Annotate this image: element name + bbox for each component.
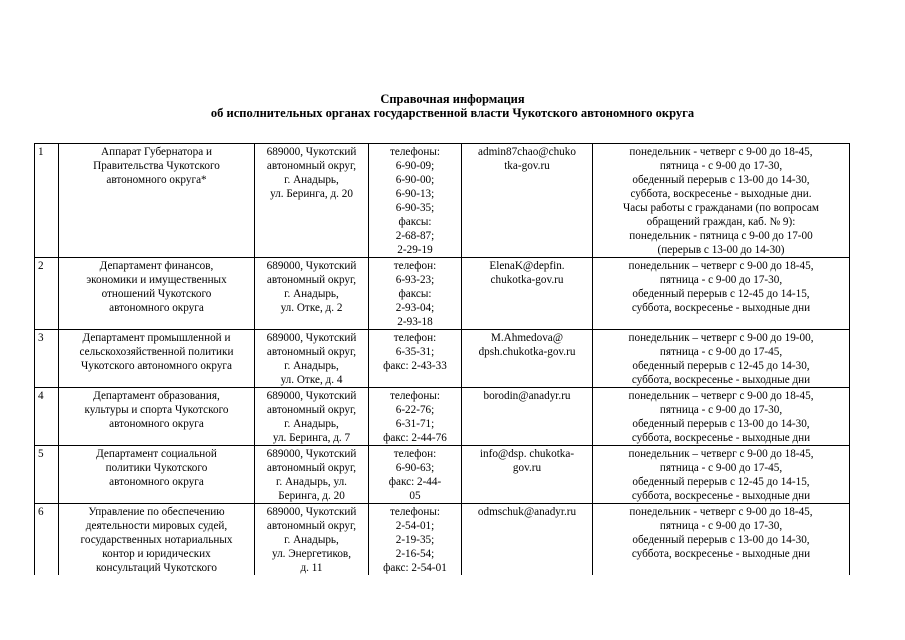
table-row: [35, 330, 850, 388]
row-number-cell: [35, 504, 59, 576]
cell-text-line: г. Анадырь,: [284, 288, 339, 300]
address-cell: [255, 446, 369, 504]
cell-text-line: телефон:: [393, 260, 437, 272]
cell-text-line: info@dsp. chukotka-: [479, 448, 575, 460]
cell-text-line: ул. Энергетиков,: [271, 548, 352, 560]
cell-text-line: Департамент промышленной и: [82, 332, 231, 344]
cell-text-line: 6-90-13;: [395, 188, 435, 200]
table-row: [35, 446, 850, 504]
cell-text-line: автономный округ,: [266, 462, 357, 474]
cell-text-line: пятница - с 9-00 до 17-30,: [659, 274, 783, 286]
cell-text-line: ElenaK@depfin.: [489, 260, 565, 272]
cell-text-line: контор и юридических: [102, 548, 211, 560]
cell-text-line: 2-68-87;: [395, 230, 435, 242]
cell-text-line: телефон:: [393, 448, 437, 460]
cell-text-line: Беринга, д. 20: [278, 490, 345, 502]
address-cell: [255, 144, 369, 258]
cell-text-line: факс: 2-44-76: [383, 432, 447, 444]
row-number-cell: [35, 258, 59, 330]
cell-text-line: 2-93-04;: [395, 302, 435, 314]
cell-text-line: понедельник - четверг с 9-00 до 18-45,: [629, 146, 813, 158]
cell-text-line: г. Анадырь, ул.: [276, 476, 347, 488]
cell-text-line: автономного округа: [109, 476, 204, 488]
cell-text-line: факс: 2-43-33: [383, 360, 447, 372]
cell-text-line: 6-90-35;: [395, 202, 435, 214]
cell-text-line: 689000, Чукотский: [266, 146, 357, 158]
cell-text-line: деятельности мировых судей,: [85, 520, 228, 532]
cell-text-line: суббота, воскресенье - выходные дни: [631, 302, 811, 314]
cell-text-line: 6-90-09;: [395, 160, 435, 172]
cell-text-line: 689000, Чукотский: [266, 506, 357, 518]
cell-text-line: факс: 2-54-01: [383, 562, 447, 574]
cell-text-line: автономный округ,: [266, 404, 357, 416]
cell-text-line: borodin@anadyr.ru: [483, 390, 571, 402]
cell-text-line: 6-31-71;: [395, 418, 435, 430]
cell-text-line: 05: [409, 490, 421, 502]
cell-text-line: государственных нотариальных: [80, 534, 233, 546]
cell-text-line: 689000, Чукотский: [266, 390, 357, 402]
cell-text-line: обращений граждан, каб. № 9):: [646, 216, 796, 228]
cell-text-line: пятница - с 9-00 до 17-30,: [659, 520, 783, 532]
address-cell: [255, 330, 369, 388]
cell-text-line: Департамент социальной: [96, 448, 217, 460]
row-number-cell: [35, 388, 59, 446]
cell-text-line: gov.ru: [512, 462, 542, 474]
cell-text-line: г. Анадырь,: [284, 418, 339, 430]
phones-cell: [369, 258, 462, 330]
email-cell: [462, 388, 593, 446]
email-cell: [462, 144, 593, 258]
cell-text-line: 2-19-35;: [395, 534, 435, 546]
cell-text-line: 6-90-00;: [395, 174, 435, 186]
document-title: [0, 92, 905, 120]
cell-text-line: обеденный перерыв с 13-00 до 14-30,: [632, 174, 810, 186]
cell-text-line: 2-93-18: [397, 316, 433, 328]
cell-text-line: 5: [38, 448, 44, 460]
title-line-1: Справочная информация: [380, 92, 525, 106]
cell-text-line: г. Анадырь,: [284, 534, 339, 546]
cell-text-line: суббота, воскресенье - выходные дни: [631, 548, 811, 560]
cell-text-line: обеденный перерыв с 12-45 до 14-15,: [632, 476, 810, 488]
cell-text-line: факсы:: [398, 216, 432, 228]
cell-text-line: обеденный перерыв с 13-00 до 14-30,: [632, 534, 810, 546]
cell-text-line: Управление по обеспечению: [88, 506, 225, 518]
cell-text-line: пятница - с 9-00 до 17-30,: [659, 404, 783, 416]
cell-text-line: г. Анадырь,: [284, 360, 339, 372]
cell-text-line: 2-29-19: [397, 244, 433, 256]
row-number-cell: [35, 446, 59, 504]
cell-text-line: обеденный перерыв с 13-00 до 14-30,: [632, 418, 810, 430]
cell-text-line: телефоны:: [390, 146, 440, 158]
organization-name-cell: [59, 144, 255, 258]
cell-text-line: Часы работы с гражданами (по вопросам: [622, 202, 820, 214]
cell-text-line: г. Анадырь,: [284, 174, 339, 186]
organization-name-cell: [59, 330, 255, 388]
cell-text-line: 689000, Чукотский: [266, 260, 357, 272]
cell-text-line: Департамент образования,: [93, 390, 220, 402]
cell-text-line: обеденный перерыв с 12-45 до 14-30,: [632, 360, 810, 372]
cell-text-line: культуры и спорта Чукотского: [84, 404, 229, 416]
cell-text-line: (перерыв с 13-00 до 14-30): [657, 244, 785, 256]
cell-text-line: Правительства Чукотского: [93, 160, 220, 172]
cell-text-line: 1: [38, 146, 44, 158]
cell-text-line: понедельник - четверг с 9-00 до 18-45,: [629, 506, 813, 518]
cell-text-line: понедельник – четверг с 9-00 до 19-00,: [628, 332, 814, 344]
email-cell: [462, 258, 593, 330]
cell-text-line: 6: [38, 506, 44, 518]
address-cell: [255, 388, 369, 446]
cell-text-line: пятница - с 9-00 до 17-45,: [659, 462, 783, 474]
working-hours-cell: [593, 504, 850, 576]
organization-name-cell: [59, 388, 255, 446]
phones-cell: [369, 388, 462, 446]
cell-text-line: сельскохозяйственной политики: [79, 346, 234, 358]
table-row: [35, 388, 850, 446]
organization-name-cell: [59, 504, 255, 576]
phones-cell: [369, 504, 462, 576]
cell-text-line: M.Ahmedova@: [490, 332, 564, 344]
cell-text-line: 3: [38, 332, 44, 344]
cell-text-line: автономного округа*: [106, 174, 207, 186]
table-row: [35, 258, 850, 330]
cell-text-line: суббота, воскресенье - выходные дни.: [630, 188, 812, 200]
cell-text-line: автономный округ,: [266, 160, 357, 172]
cell-text-line: 4: [38, 390, 44, 402]
address-cell: [255, 258, 369, 330]
cell-text-line: обеденный перерыв с 12-45 до 14-15,: [632, 288, 810, 300]
cell-text-line: суббота, воскресенье - выходные дни: [631, 490, 811, 502]
cell-text-line: Аппарат Губернатора и: [101, 146, 212, 158]
cell-text-line: суббота, воскресенье - выходные дни: [631, 432, 811, 444]
working-hours-cell: [593, 258, 850, 330]
cell-text-line: Департамент финансов,: [99, 260, 214, 272]
cell-text-line: 689000, Чукотский: [266, 332, 357, 344]
cell-text-line: автономный округ,: [266, 274, 357, 286]
cell-text-line: odmschuk@anadyr.ru: [477, 506, 577, 518]
address-cell: [255, 504, 369, 576]
cell-text-line: 2: [38, 260, 44, 272]
cell-text-line: ул. Беринга, д. 7: [272, 432, 351, 444]
cell-text-line: 2-16-54;: [395, 548, 435, 560]
cell-text-line: понедельник – четверг с 9-00 до 18-45,: [628, 448, 814, 460]
cell-text-line: телефон:: [393, 332, 437, 344]
working-hours-cell: [593, 330, 850, 388]
cell-text-line: факс: 2-44-: [388, 476, 442, 488]
cell-text-line: отношений Чукотского: [101, 288, 212, 300]
cell-text-line: понедельник - пятница с 9-00 до 17-00: [629, 230, 813, 242]
cell-text-line: суббота, воскресенье - выходные дни: [631, 374, 811, 386]
email-cell: [462, 330, 593, 388]
cell-text-line: телефоны:: [390, 506, 440, 518]
cell-text-line: телефоны:: [390, 390, 440, 402]
cell-text-line: 6-93-23;: [395, 274, 435, 286]
cell-text-line: tka-gov.ru: [504, 160, 550, 172]
phones-cell: [369, 144, 462, 258]
cell-text-line: ул. Отке, д. 4: [280, 374, 343, 386]
organization-name-cell: [59, 446, 255, 504]
cell-text-line: ул. Беринга, д. 20: [270, 188, 353, 200]
cell-text-line: dpsh.chukotka-gov.ru: [478, 346, 576, 358]
table-row: [35, 144, 850, 258]
cell-text-line: автономный округ,: [266, 346, 357, 358]
phones-cell: [369, 330, 462, 388]
working-hours-cell: [593, 144, 850, 258]
title-line-2: об исполнительных органах государственной власти Чукотского автономного округа: [210, 106, 695, 120]
cell-text-line: консультаций Чукотского: [96, 562, 217, 574]
cell-text-line: chukotka-gov.ru: [490, 274, 564, 286]
cell-text-line: понедельник – четверг с 9-00 до 18-45,: [628, 390, 814, 402]
organization-name-cell: [59, 258, 255, 330]
working-hours-cell: [593, 388, 850, 446]
cell-text-line: политики Чукотского: [105, 462, 208, 474]
cell-text-line: admin87chao@chuko: [478, 146, 576, 158]
email-cell: [462, 446, 593, 504]
working-hours-cell: [593, 446, 850, 504]
cell-text-line: ул. Отке, д. 2: [280, 302, 343, 314]
cell-text-line: 2-54-01;: [395, 520, 435, 532]
cell-text-line: 689000, Чукотский: [266, 448, 357, 460]
cell-text-line: пятница - с 9-00 до 17-45,: [659, 346, 783, 358]
phones-cell: [369, 446, 462, 504]
row-number-cell: [35, 144, 59, 258]
cell-text-line: автономный округ,: [266, 520, 357, 532]
cell-text-line: экономики и имущественных: [86, 274, 227, 286]
cell-text-line: факсы:: [398, 288, 432, 300]
cell-text-line: автономного округа: [109, 302, 204, 314]
email-cell: [462, 504, 593, 576]
cell-text-line: понедельник – четверг с 9-00 до 18-45,: [628, 260, 814, 272]
authorities-table: [34, 143, 850, 575]
cell-text-line: 6-90-63;: [395, 462, 435, 474]
cell-text-line: Чукотского автономного округа: [81, 360, 232, 372]
cell-text-line: автономного округа: [109, 418, 204, 430]
cell-text-line: 6-35-31;: [395, 346, 435, 358]
row-number-cell: [35, 330, 59, 388]
table-row: [35, 504, 850, 576]
cell-text-line: д. 11: [300, 562, 323, 574]
cell-text-line: 6-22-76;: [395, 404, 435, 416]
cell-text-line: пятница - с 9-00 до 17-30,: [659, 160, 783, 172]
